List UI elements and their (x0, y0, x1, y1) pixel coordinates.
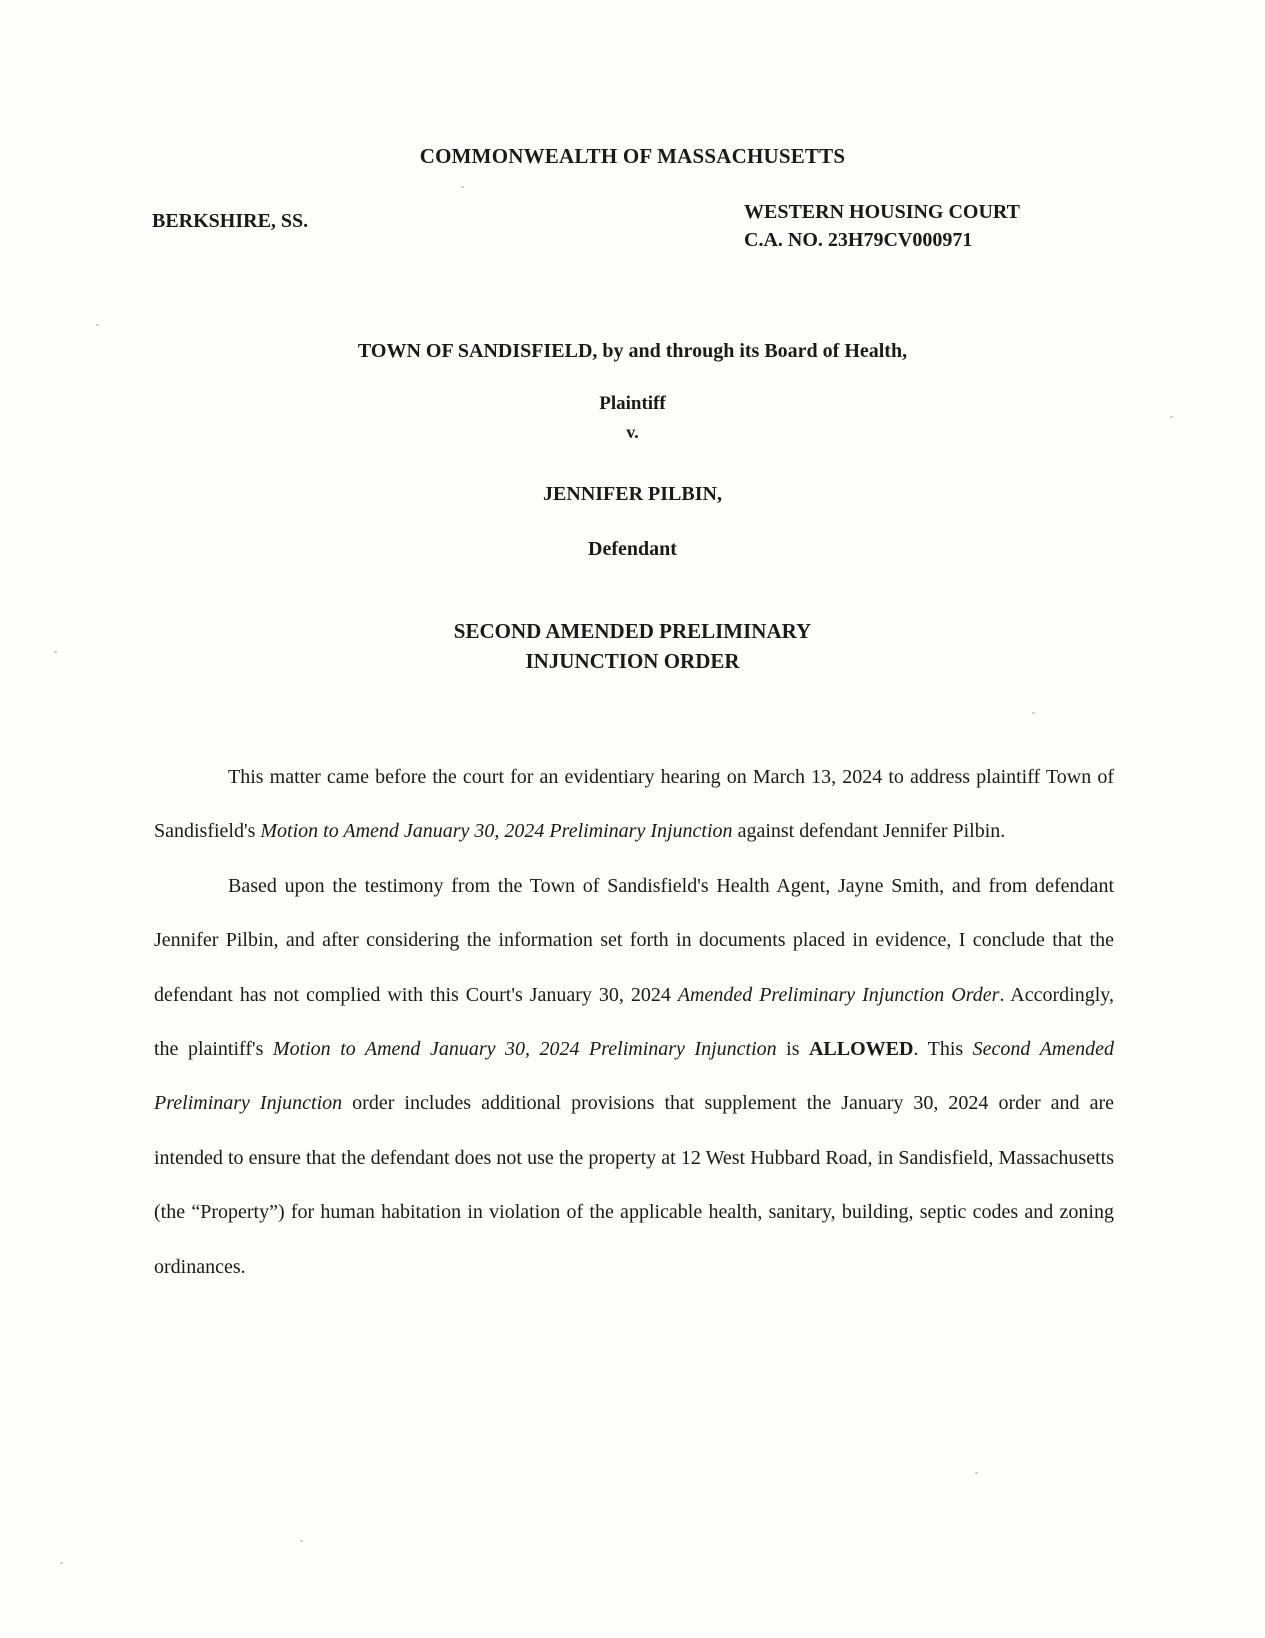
plaintiff-label: Plaintiff (599, 393, 666, 414)
paragraph-2-second-order-title: Second Amended Preliminary Injunction (154, 1038, 1114, 1115)
paragraph-2-text-c: is (776, 1038, 809, 1061)
paragraph-2-motion-title: Motion to Amend January 30, 2024 Preliminary Injunction (272, 1038, 777, 1061)
versus-label: v. (626, 422, 639, 442)
ruling-allowed: ALLOWED (808, 1038, 914, 1061)
paragraph-1 (154, 750, 1114, 859)
county-label: BERKSHIRE, SS. (152, 210, 309, 232)
order-title-line1: SECOND AMENDED PRELIMINARY (453, 619, 812, 643)
scan-speck (975, 1472, 978, 1474)
order-body (154, 750, 1114, 1294)
paragraph-2 (154, 859, 1114, 1294)
paragraph-2-order-title: Amended Preliminary Injunction Order (677, 983, 1000, 1006)
paragraph-2-text: Based upon the testimony from the Town of Sandisfield's Health Agent, Jayne Smith, and from defendant Jennifer Pilbin, and after considering the information set forth in documents placed in evidence, I conclude that the defendant has not complied with this Court's January 30, 2024 (154, 874, 1114, 1006)
defendant-name: JENNIFER PILBIN, (543, 483, 722, 505)
order-title-line2: INJUNCTION ORDER (525, 649, 740, 673)
scan-speck (1170, 416, 1173, 418)
scan-speck (461, 186, 464, 188)
paragraph-1-motion-title: Motion to Amend January 30, 2024 Preliminary Injunction (260, 820, 733, 843)
court-block (744, 198, 1020, 254)
plaintiff-name: TOWN OF SANDISFIELD, by and through its Board of Health, (357, 340, 908, 362)
scan-speck (54, 651, 57, 653)
paragraph-1-text: This matter came before the court for an evidentiary hearing on March 13, 2024 to address plaintiff Town of Sandisfield's (154, 766, 1114, 843)
paragraph-2-text-d: . This (913, 1038, 973, 1061)
commonwealth-heading: COMMONWEALTH OF MASSACHUSETTS (419, 144, 846, 168)
scan-speck (1032, 712, 1035, 714)
scan-speck (60, 1562, 63, 1564)
case-number: C.A. NO. 23H79CV000971 (744, 229, 973, 251)
scan-speck (300, 1540, 303, 1542)
court-name: WESTERN HOUSING COURT (744, 201, 1021, 223)
paragraph-2-text-b: . Accordingly, the plaintiff's (154, 983, 1114, 1061)
order-title (0, 616, 1265, 676)
paragraph-1-text-end: against defendant Jennifer Pilbin. (732, 820, 1006, 843)
paragraph-2-text-e: order includes additional provisions that supplement the January 30, 2024 order and are intended to ensure that the defendant does not use the property at 12 West Hubbard Road, in Sandisfield, Massachusetts (the “Property”) for human habitation in violation of the applicable health, sanitary, building, septic codes and zoning ordinances. (154, 1092, 1115, 1278)
scan-speck (96, 324, 99, 326)
defendant-label: Defendant (588, 538, 677, 560)
